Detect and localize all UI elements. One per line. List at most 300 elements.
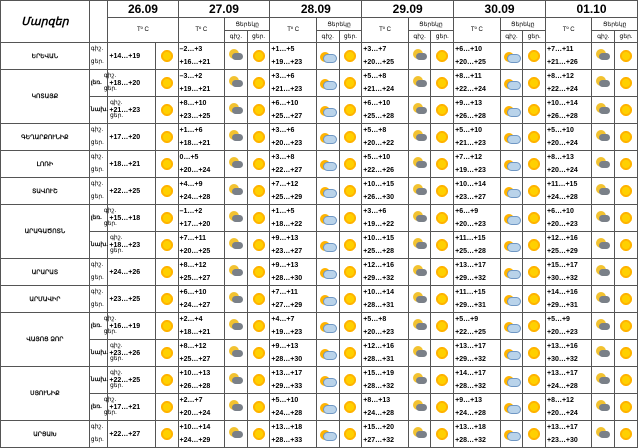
temp-value: +9…+13 +26…+28 bbox=[454, 97, 500, 124]
temp-value: +11…+15 +25…+28 bbox=[454, 232, 500, 259]
sun-icon bbox=[252, 130, 266, 144]
day-header: Ցերեկը bbox=[225, 18, 270, 31]
night-label: գիշ. bbox=[90, 154, 104, 160]
night-label: գիշ. bbox=[90, 181, 104, 187]
temp-value: +6…+10 +20…+23 bbox=[545, 205, 591, 232]
sun-icon bbox=[435, 103, 449, 117]
temp-value: +13…+17 +24…+28 bbox=[545, 367, 591, 394]
region-row bbox=[1, 178, 638, 205]
night-label: գիշ. bbox=[109, 100, 123, 106]
moon-icon bbox=[413, 130, 427, 143]
temp-value: +9…+13 +23…+27 bbox=[270, 232, 316, 259]
partly-cloudy-icon bbox=[320, 131, 335, 142]
sun-icon bbox=[343, 103, 357, 117]
region-name: ԱՐԱՐԱՏ bbox=[1, 259, 90, 286]
sun-icon bbox=[343, 184, 357, 198]
temp-value: +10…+14 +23…+27 bbox=[454, 178, 500, 205]
sun-icon bbox=[160, 265, 174, 279]
region-row bbox=[1, 367, 638, 394]
sun-icon bbox=[435, 265, 449, 279]
night-temp-header: Tº C bbox=[108, 18, 178, 43]
partly-cloudy-icon bbox=[504, 374, 519, 385]
sun-icon bbox=[343, 346, 357, 360]
region-row bbox=[1, 259, 638, 286]
sun-icon bbox=[343, 49, 357, 63]
temp-value: +13…+17 +29…+32 bbox=[454, 340, 500, 367]
temp-value: +8…+11 +22…+24 bbox=[454, 70, 500, 97]
partly-cloudy-icon bbox=[320, 293, 335, 304]
temp-value: +5…+10 +24…+28 bbox=[270, 394, 316, 421]
sun-icon bbox=[435, 346, 449, 360]
partly-cloudy-icon bbox=[504, 320, 519, 331]
region-row bbox=[1, 313, 638, 340]
subzone-label: նախ. bbox=[90, 242, 108, 248]
temp-value: +22…+25 bbox=[108, 178, 155, 205]
night-label: գիշ. bbox=[90, 127, 104, 133]
temp-value: +8…+10 +23…+25 bbox=[178, 97, 224, 124]
day-header: Ցերեկը bbox=[316, 18, 361, 31]
temp-value: +5…+10 +20…+24 bbox=[545, 124, 591, 151]
temp-value: +4…+9 +24…+28 bbox=[178, 178, 224, 205]
temp-value: +14…+17 +28…+32 bbox=[454, 367, 500, 394]
temp-value: +18…+23 bbox=[108, 232, 155, 259]
day-label: ցեր. bbox=[90, 194, 104, 200]
temp-value: +14…+16 +29…+31 bbox=[545, 286, 591, 313]
region-row bbox=[1, 394, 638, 421]
temp-value: +13…+18 +28…+32 bbox=[454, 421, 500, 448]
partly-cloudy-icon bbox=[320, 158, 335, 169]
temp-value: –1…+2 +17…+20 bbox=[178, 205, 224, 232]
day-max-header: ցեր. bbox=[247, 31, 270, 43]
temp-value: +5…+10 +22…+26 bbox=[362, 151, 408, 178]
moon-icon bbox=[596, 103, 610, 116]
temp-value: +11…+15 +29…+31 bbox=[454, 286, 500, 313]
sun-icon bbox=[527, 400, 541, 414]
moon-icon bbox=[596, 427, 610, 440]
temp-value: +9…+13 +28…+30 bbox=[270, 340, 316, 367]
sun-icon bbox=[252, 265, 266, 279]
temp-value: +3…+6 +21…+23 bbox=[270, 70, 316, 97]
night-label: գիշ. bbox=[103, 73, 117, 79]
sun-icon bbox=[619, 130, 633, 144]
moon-icon bbox=[596, 292, 610, 305]
partly-cloudy-icon bbox=[504, 185, 519, 196]
day-label: ցեր. bbox=[109, 248, 124, 254]
subzone-label: նախ. bbox=[90, 377, 108, 383]
moon-icon bbox=[413, 319, 427, 332]
temp-value: +15…+18 bbox=[108, 205, 155, 232]
temp-value: +13…+17 +29…+32 bbox=[454, 259, 500, 286]
sun-icon bbox=[252, 319, 266, 333]
moon-icon bbox=[229, 238, 243, 251]
region-row bbox=[1, 205, 638, 232]
day-label: ցեր. bbox=[90, 302, 104, 308]
sun-icon bbox=[252, 400, 266, 414]
sun-icon bbox=[435, 49, 449, 63]
subzone-label: լեռ. bbox=[90, 80, 102, 86]
temp-value: +12…+16 +29…+32 bbox=[362, 259, 408, 286]
region-name: ԱՐԱԳԱԾՈՏՆ bbox=[1, 205, 90, 259]
region-row bbox=[1, 97, 638, 124]
temp-value: +4…+7 +19…+23 bbox=[270, 313, 316, 340]
partly-cloudy-icon bbox=[320, 428, 335, 439]
sun-icon bbox=[527, 319, 541, 333]
moon-icon bbox=[596, 373, 610, 386]
sun-icon bbox=[619, 103, 633, 117]
temp-value: +9…+13 +28…+30 bbox=[270, 259, 316, 286]
sun-icon bbox=[527, 103, 541, 117]
sun-icon bbox=[252, 103, 266, 117]
sun-icon bbox=[435, 76, 449, 90]
moon-icon bbox=[596, 346, 610, 359]
temp-value: +10…+14 +24…+29 bbox=[178, 421, 224, 448]
moon-icon bbox=[413, 292, 427, 305]
moon-icon bbox=[596, 157, 610, 170]
temp-value: +15…+20 +27…+32 bbox=[362, 421, 408, 448]
sun-icon bbox=[527, 265, 541, 279]
temp-value: +7…+12 +25…+29 bbox=[270, 178, 316, 205]
sun-icon bbox=[435, 130, 449, 144]
day-label: ցեր. bbox=[103, 221, 117, 227]
temp-value: +7…+11 +21…+26 bbox=[545, 43, 591, 70]
sun-icon bbox=[435, 157, 449, 171]
temp-value: +18…+20 bbox=[108, 70, 155, 97]
night-label: գիշ. bbox=[103, 397, 117, 403]
moon-icon bbox=[229, 157, 243, 170]
partly-cloudy-icon bbox=[504, 77, 519, 88]
day-min-header: գիշ. bbox=[225, 31, 248, 43]
sun-icon bbox=[343, 265, 357, 279]
temp-value: +9…+13 +24…+28 bbox=[454, 394, 500, 421]
partly-cloudy-icon bbox=[504, 239, 519, 250]
sun-icon bbox=[160, 427, 174, 441]
temp-value: +7…+11 +20…+25 bbox=[178, 232, 224, 259]
day-min-header: գիշ. bbox=[592, 31, 615, 43]
date-header: 27.09 bbox=[178, 1, 270, 18]
moon-icon bbox=[596, 319, 610, 332]
date-header: 29.09 bbox=[362, 1, 454, 18]
sun-icon bbox=[435, 319, 449, 333]
date-header: 01.10 bbox=[545, 1, 637, 18]
moon-icon bbox=[413, 427, 427, 440]
moon-icon bbox=[229, 427, 243, 440]
sun-icon bbox=[619, 184, 633, 198]
temp-value: +1…+5 +18…+22 bbox=[270, 205, 316, 232]
temp-value: +5…+8 +21…+24 bbox=[362, 70, 408, 97]
sun-icon bbox=[252, 157, 266, 171]
temp-value: +6…+10 +24…+27 bbox=[178, 286, 224, 313]
sun-icon bbox=[252, 292, 266, 306]
partly-cloudy-icon bbox=[504, 401, 519, 412]
sun-icon bbox=[252, 373, 266, 387]
sun-icon bbox=[160, 238, 174, 252]
moon-icon bbox=[413, 238, 427, 251]
sun-icon bbox=[619, 292, 633, 306]
sun-icon bbox=[160, 211, 174, 225]
temp-value: +10…+14 +28…+31 bbox=[362, 286, 408, 313]
moon-icon bbox=[413, 157, 427, 170]
sun-icon bbox=[619, 157, 633, 171]
region-name: ՎԱՅՈՑ ՁՈՐ bbox=[1, 313, 90, 367]
day-min-header: գիշ. bbox=[408, 31, 431, 43]
temp-value: +22…+25 bbox=[108, 367, 155, 394]
sun-icon bbox=[527, 157, 541, 171]
temp-value: +21…+23 bbox=[108, 97, 155, 124]
sun-icon bbox=[619, 238, 633, 252]
temp-value: +13…+18 +28…+33 bbox=[270, 421, 316, 448]
temp-value: +7…+11 +27…+29 bbox=[270, 286, 316, 313]
day-header: Ցերեկը bbox=[592, 18, 638, 31]
temp-value: +13…+17 +23…+30 bbox=[545, 421, 591, 448]
sun-icon bbox=[435, 292, 449, 306]
sun-icon bbox=[343, 211, 357, 225]
temp-value: +22…+27 bbox=[108, 421, 155, 448]
day-label: ցեր. bbox=[103, 86, 117, 92]
region-name: ԱՐՄԱՎԻՐ bbox=[1, 286, 90, 313]
day-label: ցեր. bbox=[103, 329, 117, 335]
temp-value: +10…+15 +25…+28 bbox=[362, 232, 408, 259]
region-name: ԳԵՂԱՐՔՈՒՆԻՔ bbox=[1, 124, 90, 151]
day-label: ցեր. bbox=[90, 140, 104, 146]
sun-icon bbox=[343, 373, 357, 387]
sun-icon bbox=[343, 319, 357, 333]
sun-icon bbox=[527, 211, 541, 225]
sun-icon bbox=[619, 319, 633, 333]
region-name: ՏԱՎՈՒՇ bbox=[1, 178, 90, 205]
temp-value: +12…+16 +28…+31 bbox=[362, 340, 408, 367]
region-name: ԱՐՑԱԽ bbox=[1, 421, 90, 448]
moon-icon bbox=[229, 373, 243, 386]
temp-value: +14…+19 bbox=[108, 43, 155, 70]
moon-icon bbox=[229, 130, 243, 143]
night-label: գիշ. bbox=[103, 316, 117, 322]
subzone-label: նախ. bbox=[90, 350, 108, 356]
temp-value: +3…+7 +20…+25 bbox=[362, 43, 408, 70]
sun-icon bbox=[343, 427, 357, 441]
moon-icon bbox=[413, 184, 427, 197]
moon-icon bbox=[596, 400, 610, 413]
night-temp-header: Tº C bbox=[362, 18, 408, 43]
sun-icon bbox=[619, 265, 633, 279]
region-row bbox=[1, 286, 638, 313]
sun-icon bbox=[619, 76, 633, 90]
moon-icon bbox=[596, 238, 610, 251]
night-label: գիշ. bbox=[109, 235, 123, 241]
temp-value: +10…+13 +26…+28 bbox=[178, 367, 224, 394]
sun-icon bbox=[252, 211, 266, 225]
partly-cloudy-icon bbox=[504, 131, 519, 142]
sun-icon bbox=[435, 184, 449, 198]
temp-value: +15…+17 +30…+32 bbox=[545, 259, 591, 286]
moon-icon bbox=[229, 184, 243, 197]
partly-cloudy-icon bbox=[504, 293, 519, 304]
temp-value: +5…+8 +20…+22 bbox=[362, 124, 408, 151]
sun-icon bbox=[160, 346, 174, 360]
sun-icon bbox=[619, 400, 633, 414]
sun-icon bbox=[343, 130, 357, 144]
temp-value: +1…+6 +18…+21 bbox=[178, 124, 224, 151]
sun-icon bbox=[343, 292, 357, 306]
partly-cloudy-icon bbox=[504, 212, 519, 223]
subzone-label: լեռ. bbox=[90, 215, 102, 221]
sun-icon bbox=[343, 400, 357, 414]
temp-value: +6…+9 +20…+23 bbox=[454, 205, 500, 232]
moon-icon bbox=[229, 76, 243, 89]
night-temp-header: Tº C bbox=[270, 18, 316, 43]
moon-icon bbox=[229, 265, 243, 278]
temp-value: +23…+25 bbox=[108, 286, 155, 313]
sun-icon bbox=[160, 76, 174, 90]
moon-icon bbox=[413, 49, 427, 62]
temp-value: +18…+21 bbox=[108, 151, 155, 178]
region-row bbox=[1, 340, 638, 367]
date-header: 26.09 bbox=[108, 1, 178, 18]
moon-icon bbox=[413, 346, 427, 359]
subzone-label: նախ. bbox=[90, 107, 108, 113]
region-row bbox=[1, 43, 638, 70]
night-temp-header: Tº C bbox=[454, 18, 500, 43]
temp-value: +8…+12 +22…+24 bbox=[545, 70, 591, 97]
partly-cloudy-icon bbox=[504, 266, 519, 277]
night-temp-header: Tº C bbox=[545, 18, 591, 43]
day-max-header: ցեր. bbox=[523, 31, 546, 43]
sun-icon bbox=[527, 238, 541, 252]
moon-icon bbox=[596, 76, 610, 89]
moon-icon bbox=[413, 400, 427, 413]
night-label: գիշ. bbox=[90, 289, 104, 295]
temp-value: +3…+8 +22…+27 bbox=[270, 151, 316, 178]
moon-icon bbox=[413, 265, 427, 278]
partly-cloudy-icon bbox=[504, 50, 519, 61]
partly-cloudy-icon bbox=[504, 104, 519, 115]
day-header: Ցերեկը bbox=[500, 18, 545, 31]
sun-icon bbox=[527, 130, 541, 144]
moon-icon bbox=[229, 346, 243, 359]
sun-icon bbox=[619, 49, 633, 63]
temp-value: –2…+3 +16…+21 bbox=[178, 43, 224, 70]
temp-value: +5…+9 +22…+25 bbox=[454, 313, 500, 340]
temp-value: +8…+13 +20…+24 bbox=[545, 151, 591, 178]
temp-value: +5…+9 +20…+23 bbox=[545, 313, 591, 340]
moon-icon bbox=[413, 211, 427, 224]
sun-icon bbox=[619, 346, 633, 360]
temp-value: +11…+15 +24…+28 bbox=[545, 178, 591, 205]
moon-icon bbox=[229, 292, 243, 305]
subzone-label: լեռ. bbox=[90, 323, 102, 329]
sun-icon bbox=[527, 76, 541, 90]
sun-icon bbox=[435, 211, 449, 225]
moon-icon bbox=[596, 265, 610, 278]
day-max-header: ցեր. bbox=[431, 31, 454, 43]
temp-value: +10…+15 +26…+30 bbox=[362, 178, 408, 205]
temp-value: +8…+12 +25…+27 bbox=[178, 340, 224, 367]
partly-cloudy-icon bbox=[320, 77, 335, 88]
sun-icon bbox=[252, 76, 266, 90]
sun-icon bbox=[160, 292, 174, 306]
sun-icon bbox=[527, 49, 541, 63]
region-row bbox=[1, 421, 638, 448]
temp-value: +17…+20 bbox=[108, 124, 155, 151]
partly-cloudy-icon bbox=[320, 212, 335, 223]
temp-value: –3…+2 +19…+21 bbox=[178, 70, 224, 97]
night-label: գիշ. bbox=[90, 46, 104, 52]
temp-value: +6…+10 +25…+27 bbox=[270, 97, 316, 124]
temp-value: +8…+13 +24…+28 bbox=[362, 394, 408, 421]
sun-icon bbox=[343, 76, 357, 90]
partly-cloudy-icon bbox=[320, 104, 335, 115]
region-name: ԿՈՏԱՅՔ bbox=[1, 70, 90, 124]
partly-cloudy-icon bbox=[320, 266, 335, 277]
sun-icon bbox=[160, 49, 174, 63]
night-label: գիշ. bbox=[90, 424, 104, 430]
temp-value: +2…+7 +20…+24 bbox=[178, 394, 224, 421]
sun-icon bbox=[527, 427, 541, 441]
sun-icon bbox=[160, 103, 174, 117]
sun-icon bbox=[435, 238, 449, 252]
region-row bbox=[1, 232, 638, 259]
day-header: Ցերեկը bbox=[408, 18, 453, 31]
partly-cloudy-icon bbox=[320, 374, 335, 385]
temp-value: +12…+16 +25…+29 bbox=[545, 232, 591, 259]
partly-cloudy-icon bbox=[320, 185, 335, 196]
day-min-header: գիշ. bbox=[316, 31, 339, 43]
moon-icon bbox=[229, 103, 243, 116]
region-name: ԼՈՌԻ bbox=[1, 151, 90, 178]
moon-icon bbox=[229, 319, 243, 332]
date-header: 28.09 bbox=[270, 1, 362, 18]
sun-icon bbox=[252, 49, 266, 63]
region-row bbox=[1, 124, 638, 151]
sun-icon bbox=[619, 211, 633, 225]
temp-value: +3…+6 +19…+22 bbox=[362, 205, 408, 232]
temp-value: +5…+8 +20…+23 bbox=[362, 313, 408, 340]
sun-icon bbox=[160, 157, 174, 171]
partly-cloudy-icon bbox=[320, 347, 335, 358]
region-row bbox=[1, 151, 638, 178]
temp-value: +5…+10 +21…+23 bbox=[454, 124, 500, 151]
temp-value: +3…+6 +20…+23 bbox=[270, 124, 316, 151]
temp-value: +8…+12 +25…+27 bbox=[178, 259, 224, 286]
sun-icon bbox=[252, 238, 266, 252]
night-label: գիշ. bbox=[109, 370, 123, 376]
moon-icon bbox=[229, 49, 243, 62]
sun-icon bbox=[527, 373, 541, 387]
temp-value: +24…+26 bbox=[108, 259, 155, 286]
sun-icon bbox=[435, 427, 449, 441]
region-name: ԵՐԵՎԱՆ bbox=[1, 43, 90, 70]
subzone-label: լեռ. bbox=[90, 404, 102, 410]
temp-value: +23…+26 bbox=[108, 340, 155, 367]
moon-icon bbox=[229, 211, 243, 224]
partly-cloudy-icon bbox=[320, 320, 335, 331]
day-min-header: գիշ. bbox=[500, 31, 523, 43]
temp-value: +6…+10 +20…+25 bbox=[454, 43, 500, 70]
temp-value: +13…+16 +30…+32 bbox=[545, 340, 591, 367]
moon-icon bbox=[596, 49, 610, 62]
temp-value: +7…+12 +19…+23 bbox=[454, 151, 500, 178]
sun-icon bbox=[160, 400, 174, 414]
night-label: գիշ. bbox=[90, 262, 104, 268]
moon-icon bbox=[596, 184, 610, 197]
sun-icon bbox=[343, 157, 357, 171]
date-header: 30.09 bbox=[454, 1, 546, 18]
sun-icon bbox=[252, 184, 266, 198]
day-label: ցեր. bbox=[109, 356, 124, 362]
moon-icon bbox=[229, 400, 243, 413]
temp-value: +10…+14 +26…+28 bbox=[545, 97, 591, 124]
sun-icon bbox=[619, 373, 633, 387]
sun-icon bbox=[435, 400, 449, 414]
